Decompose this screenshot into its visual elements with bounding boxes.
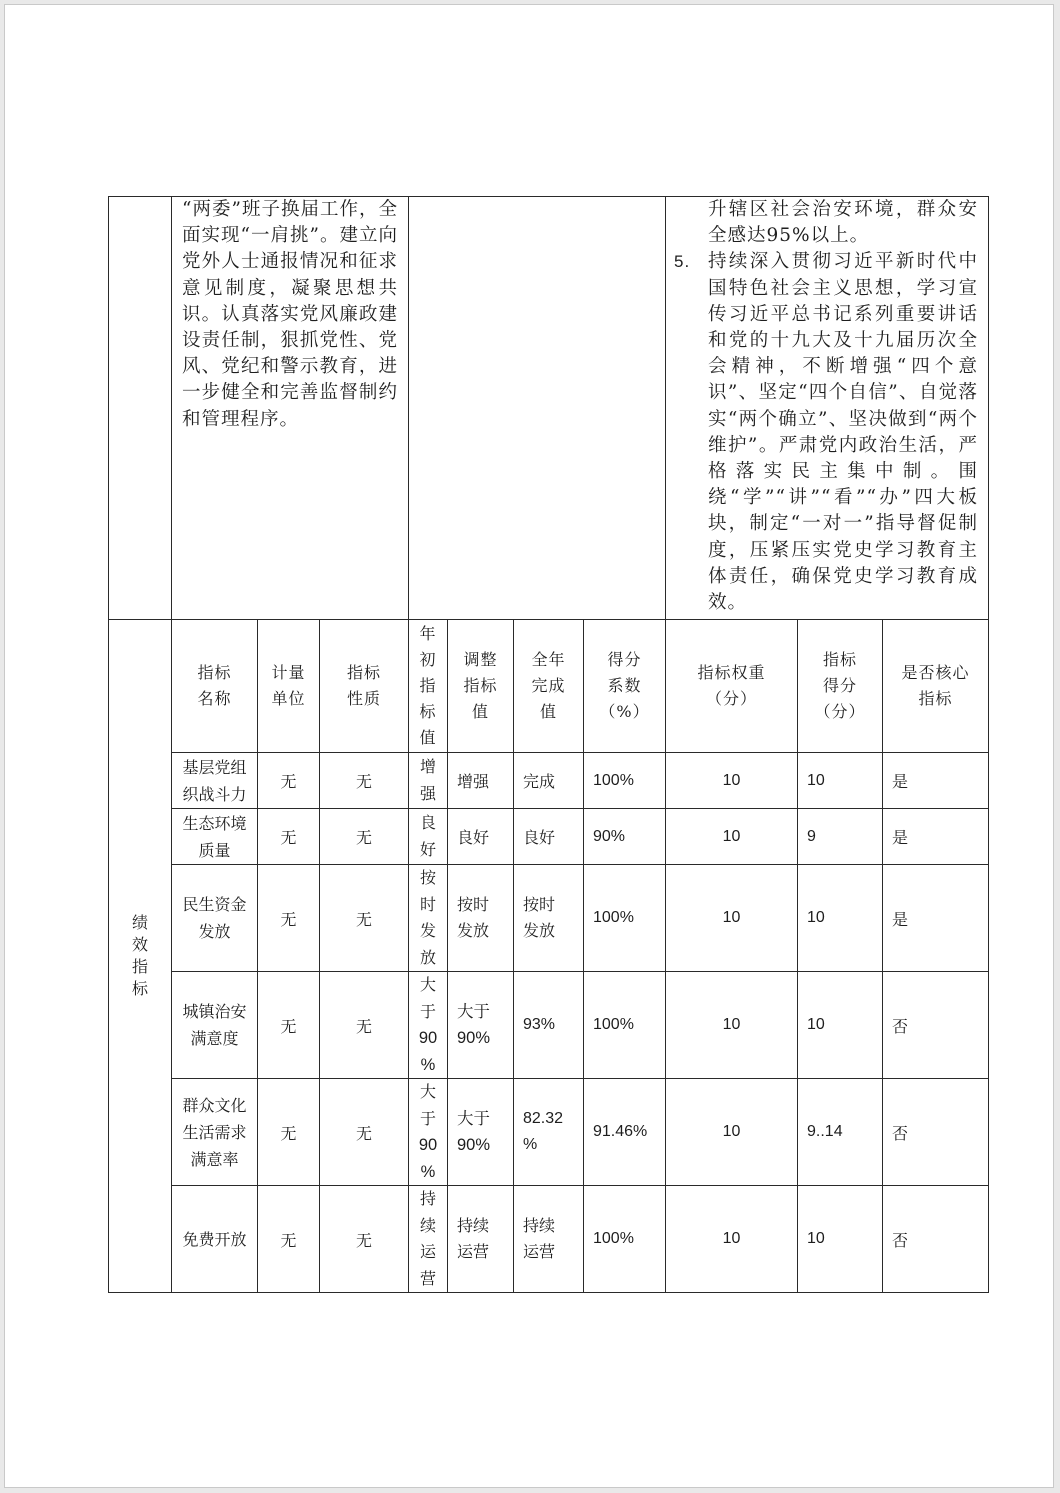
header-line: 全年 [531, 650, 566, 669]
completion-cell [514, 753, 584, 809]
list-item-text: 持续深入贯彻习近平新时代中国特色社会主义思想，学习宣传习近平总书记系列重要讲话和党的十九大及十九届历次全会精神，不断增强“四个意识”、坚定“四个自信”、自觉落实“两个确立”、坚决做到“两个维护”。严肃党内政治生活，严格落实民主集中制。围绕“学”“讲”“看”“办”四大板块，制定“一对一”指导督促制度，压紧压实党史学习教育主体责任，确保党史学习教育成效。 [708, 251, 978, 614]
adjusted-line: 按时 [457, 895, 490, 914]
name-line: 满意率 [190, 1149, 239, 1169]
adjusted-line: 90% [457, 1029, 491, 1047]
completion-line: % [523, 1136, 538, 1153]
nature-cell: 无 [320, 972, 409, 1079]
header-line: 指标 [822, 650, 857, 669]
initial-line: 按 [419, 868, 436, 887]
indicator-name [172, 753, 258, 809]
header-line: 单位 [271, 689, 306, 708]
unit-cell: 无 [258, 865, 320, 972]
table-row [109, 972, 989, 1079]
nature-cell: 无 [320, 1079, 409, 1186]
adjusted-cell [448, 972, 514, 1079]
header-score [798, 620, 883, 753]
category-char: 指 [131, 957, 148, 976]
initial-cell [409, 972, 448, 1079]
header-core [883, 620, 989, 753]
header-name [172, 620, 258, 753]
score-cell: 9 [798, 809, 883, 865]
indicator-name [172, 972, 258, 1079]
weight-cell: 10 [666, 865, 798, 972]
header-unit [258, 620, 320, 753]
unit-cell: 无 [258, 809, 320, 865]
header-adjusted [448, 620, 514, 753]
header-line: 指标权重 [697, 663, 766, 682]
header-line: 得分 [607, 650, 642, 669]
table-row [109, 865, 989, 972]
coefficient-cell: 90% [584, 809, 666, 865]
category-cell [109, 620, 172, 1293]
performance-table [108, 196, 989, 1293]
core-cell: 是 [883, 753, 989, 809]
header-line: 初 [419, 650, 437, 669]
name-line: 民生资金 [182, 895, 247, 914]
indicator-name [172, 1186, 258, 1293]
header-coefficient [584, 620, 666, 753]
document-page [4, 4, 1054, 1488]
header-row [109, 620, 989, 753]
initial-line: % [420, 1162, 436, 1181]
completion-line: 运营 [523, 1242, 556, 1261]
adjusted-line: 大于 [457, 1002, 490, 1021]
initial-line: 持 [419, 1189, 436, 1208]
header-line: 指标 [463, 676, 498, 695]
initial-cell [409, 1186, 448, 1293]
table-row [109, 1186, 989, 1293]
adjusted-cell [448, 865, 514, 972]
completion-cell [514, 865, 584, 972]
header-line: （分） [705, 689, 757, 708]
adjusted-line: 大于 [457, 1109, 490, 1128]
name-line: 生活需求 [182, 1122, 247, 1142]
completion-cell [514, 1186, 584, 1293]
initial-line: 营 [419, 1268, 436, 1288]
initial-line: % [420, 1055, 436, 1074]
header-line: 指 [419, 676, 437, 695]
score-cell: 10 [798, 865, 883, 972]
header-line: 指标 [197, 663, 232, 682]
coefficient-cell: 100% [584, 972, 666, 1079]
header-nature [320, 620, 409, 753]
coefficient-cell: 100% [584, 753, 666, 809]
initial-line: 于 [419, 1108, 436, 1128]
initial-cell [409, 865, 448, 972]
core-cell: 否 [883, 972, 989, 1079]
name-line: 城镇治安 [182, 1002, 247, 1021]
initial-line: 强 [419, 783, 436, 803]
coefficient-cell: 100% [584, 865, 666, 972]
unit-cell: 无 [258, 972, 320, 1079]
nature-cell: 无 [320, 809, 409, 865]
header-line: 调整 [463, 650, 498, 669]
category-char: 标 [131, 979, 148, 998]
initial-line: 于 [419, 1001, 436, 1021]
list-number: 5. [674, 252, 691, 272]
completion-line: 完成 [523, 772, 556, 791]
completion-line: 93% [523, 1016, 556, 1033]
initial-line: 90 [418, 1136, 438, 1154]
completion-line: 发放 [523, 921, 556, 940]
left-text-cell [172, 197, 409, 620]
table-row [109, 809, 989, 865]
right-continuation-paragraph: 升辖区社会治安环境，群众安全感达95%以上。 [708, 199, 978, 247]
completion-cell [514, 1079, 584, 1186]
initial-line: 发 [419, 921, 436, 940]
completion-line: 持续 [523, 1216, 556, 1235]
weight-cell: 10 [666, 809, 798, 865]
header-line: 系数 [607, 676, 642, 695]
initial-line: 运 [419, 1242, 436, 1261]
nature-cell: 无 [320, 1186, 409, 1293]
adjusted-cell [448, 1079, 514, 1186]
header-completion [514, 620, 584, 753]
completion-cell [514, 809, 584, 865]
initial-cell [409, 809, 448, 865]
completion-line: 按时 [523, 895, 556, 914]
header-line: 值 [419, 728, 437, 747]
adjusted-line: 增强 [457, 772, 490, 791]
core-cell: 是 [883, 865, 989, 972]
header-line: （分） [814, 702, 866, 721]
header-line: 指标 [918, 689, 953, 708]
header-line: 年 [419, 624, 437, 643]
adjusted-cell [448, 753, 514, 809]
initial-line: 好 [419, 839, 436, 859]
completion-line: 良好 [523, 828, 556, 847]
header-initial [409, 620, 448, 753]
unit-cell: 无 [258, 753, 320, 809]
weight-cell: 10 [666, 972, 798, 1079]
category-char: 效 [131, 935, 148, 954]
header-line: 值 [471, 702, 489, 721]
completion-cell [514, 972, 584, 1079]
initial-line: 大 [419, 1082, 436, 1101]
coefficient-cell: 100% [584, 1186, 666, 1293]
initial-line: 增 [419, 757, 436, 776]
name-line: 质量 [198, 840, 231, 860]
name-line: 免费开放 [182, 1229, 247, 1249]
indicator-name [172, 809, 258, 865]
header-line: 指标 [346, 663, 381, 682]
right-text-cell [666, 197, 989, 620]
adjusted-line: 发放 [457, 921, 490, 940]
name-line: 生态环境 [182, 813, 247, 833]
table-row [109, 1079, 989, 1186]
initial-line: 续 [419, 1215, 436, 1235]
weight-cell: 10 [666, 1079, 798, 1186]
score-cell: 10 [798, 753, 883, 809]
initial-line: 大 [419, 975, 436, 994]
nature-cell: 无 [320, 753, 409, 809]
core-cell: 是 [883, 809, 989, 865]
name-line: 群众文化 [182, 1095, 247, 1115]
category-char: 绩 [131, 913, 148, 932]
adjusted-line: 90% [457, 1136, 491, 1154]
header-line: 性质 [346, 689, 381, 708]
left-paragraph: “两委”班子换届工作，全面实现“一肩挑”。建立向党外人士通报情况和征求意见制度，凝聚思想共识。认真落实党风廉政建设责任制，狠抓党性、党风、党纪和警示教育，进一步健全和完善监督制约和管理程序。 [182, 199, 398, 430]
header-line: （%） [599, 702, 650, 721]
score-cell: 10 [798, 1186, 883, 1293]
header-weight [666, 620, 798, 753]
name-line: 发放 [198, 922, 231, 941]
adjusted-line: 良好 [457, 828, 490, 847]
weight-cell: 10 [666, 1186, 798, 1293]
header-line: 标 [419, 702, 437, 721]
unit-cell: 无 [258, 1079, 320, 1186]
nature-cell: 无 [320, 865, 409, 972]
score-cell: 9..14 [798, 1079, 883, 1186]
header-line: 是否核心 [901, 663, 970, 682]
indicator-name [172, 865, 258, 972]
completion-line: 82.32 [523, 1110, 564, 1127]
core-cell: 否 [883, 1186, 989, 1293]
weight-cell: 10 [666, 753, 798, 809]
initial-cell [409, 1079, 448, 1186]
initial-line: 时 [419, 894, 436, 914]
indicator-name [172, 1079, 258, 1186]
coefficient-cell: 91.46% [584, 1079, 666, 1186]
initial-cell [409, 753, 448, 809]
adjusted-cell [448, 809, 514, 865]
initial-line: 放 [419, 947, 436, 967]
adjusted-line: 运营 [457, 1242, 490, 1261]
name-line: 织战斗力 [182, 784, 247, 804]
right-list-item-5 [674, 249, 978, 616]
header-line: 得分 [822, 676, 857, 695]
name-line: 基层党组 [182, 757, 247, 777]
unit-cell: 无 [258, 1186, 320, 1293]
initial-line: 90 [418, 1029, 438, 1047]
blank-category-cell [109, 197, 172, 620]
table-row [109, 753, 989, 809]
adjusted-line: 持续 [457, 1216, 490, 1235]
core-cell: 否 [883, 1079, 989, 1186]
middle-text-cell [409, 197, 666, 620]
score-cell: 10 [798, 972, 883, 1079]
adjusted-cell [448, 1186, 514, 1293]
header-line: 完成 [531, 676, 566, 695]
header-line: 值 [539, 702, 557, 721]
header-line: 名称 [197, 689, 232, 708]
text-row [109, 197, 989, 620]
name-line: 满意度 [190, 1029, 239, 1048]
initial-line: 良 [419, 813, 436, 832]
header-line: 计量 [271, 663, 306, 682]
